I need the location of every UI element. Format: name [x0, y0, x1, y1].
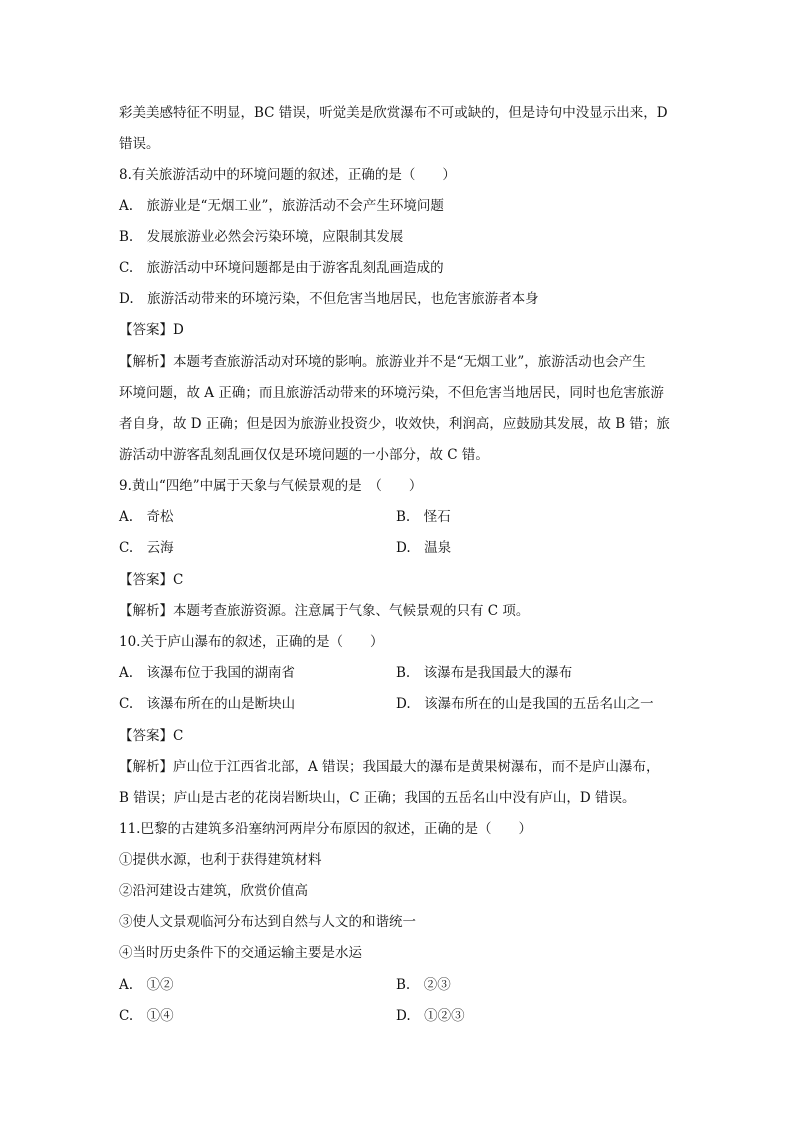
q8-option-c: C. 旅游活动中环境问题都是由于游客乱刻乱画造成的 [119, 260, 444, 276]
q11-item-4: ④当时历史条件下的交通运输主要是水运 [119, 945, 362, 961]
q8-analysis-line-4: 游活动中游客乱刻乱画仅仅是环境问题的一小部分，故 C 错。 [119, 447, 489, 463]
q11-option-b: B. ②③ [396, 977, 451, 993]
q9-analysis-line-1: 【解析】本题考查旅游资源。注意属于气象、气候景观的只有 C 项。 [119, 603, 530, 619]
q8-analysis-line-2: 环境问题，故 A 正确；而且旅游活动带来的环境污染，不但危害当地居民，同时也危害旅游 [119, 385, 664, 401]
q10-answer: 【答案】C [119, 728, 184, 744]
q9-option-b: B. 怪石 [396, 509, 451, 525]
q8-option-d: D. 旅游活动带来的环境污染，不但危害当地居民，也危害旅游者本身 [119, 291, 539, 307]
q11-item-1: ①提供水源，也利于获得建筑材料 [119, 852, 322, 868]
q9-stem: 9.黄山“四绝”中属于天象与气候景观的是 （ ） [119, 478, 423, 494]
q7-analysis-line-1: 彩美美感特征不明显，BC 错误，听觉美是欣赏瀑布不可或缺的，但是诗句中没显示出来，D [119, 105, 668, 121]
q10-option-d: D. 该瀑布所在的山是我国的五岳名山之一 [396, 696, 654, 712]
q11-item-3: ③使人文景观临河分布达到自然与人文的和谐统一 [119, 914, 416, 930]
q8-answer: 【答案】D [119, 322, 184, 338]
q11-option-a: A. ①② [119, 977, 174, 993]
q9-option-d: D. 温泉 [396, 540, 452, 556]
q10-stem: 10.关于庐山瀑布的叙述，正确的是（ ） [119, 634, 384, 650]
q8-analysis-line-1: 【解析】本题考查旅游活动对环境的影响。旅游业并不是“无烟工业”，旅游活动也会产生 [119, 354, 646, 370]
q7-analysis-line-2: 错误。 [119, 136, 160, 152]
q9-option-a: A. 奇松 [119, 509, 174, 525]
q9-answer: 【答案】C [119, 572, 184, 588]
q8-stem: 8.有关旅游活动中的环境问题的叙述，正确的是（ ） [119, 167, 456, 183]
q10-analysis-line-2: B 错误；庐山是古老的花岗岩断块山，C 正确；我国的五岳名山中没有庐山，D 错误。 [119, 790, 636, 806]
q8-option-b: B. 发展旅游业必然会污染环境，应限制其发展 [119, 229, 404, 245]
q8-analysis-line-3: 者自身，故 D 正确；但是因为旅游业投资少，收效快，利润高，应鼓励其发展，故 B 错；旅 [119, 416, 670, 432]
q10-option-c: C. 该瀑布所在的山是断块山 [119, 696, 296, 712]
q8-option-a: A. 旅游业是“无烟工业”，旅游活动不会产生环境问题 [119, 198, 444, 214]
q10-option-a: A. 该瀑布位于我国的湖南省 [119, 665, 296, 681]
q10-analysis-line-1: 【解析】庐山位于江西省北部，A 错误；我国最大的瀑布是黄果树瀑布，而不是庐山瀑布， [119, 759, 660, 775]
q11-option-c: C. ①④ [119, 1008, 174, 1024]
q11-option-d: D. ①②③ [396, 1008, 465, 1024]
q10-option-b: B. 该瀑布是我国最大的瀑布 [396, 665, 573, 681]
q9-option-c: C. 云海 [119, 540, 174, 556]
q11-stem: 11.巴黎的古建筑多沿塞纳河两岸分布原因的叙述，正确的是（ ） [119, 821, 532, 837]
q11-item-2: ②沿河建设古建筑，欣赏价值高 [119, 883, 308, 899]
